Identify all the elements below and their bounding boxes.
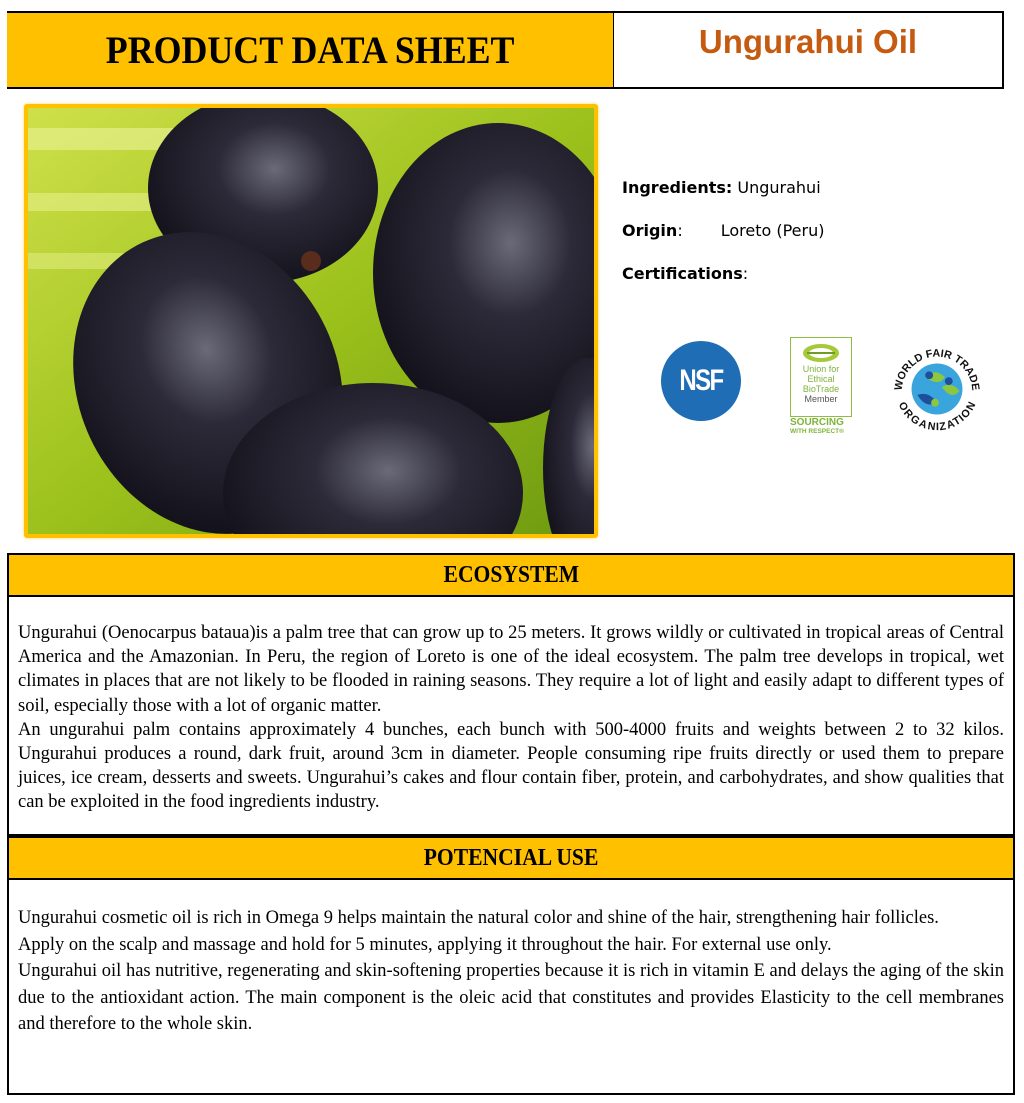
uebt-line-1: Union for — [802, 364, 840, 374]
uebt-logo-box — [790, 337, 852, 417]
product-photo — [24, 104, 598, 538]
ecosystem-paragraph-2: An ungurahui palm contains approximately 4 bunches, each bunch with 500-4000 fruits and weights between 2 to 32 kilos. Ungurahui produces a round, dark fruit, around 3cm in diameter. People consuming ripe fruits directly or used them to prepare juices, ice cream, desserts and sweets. Ungurahui’s cakes and flour contain fiber, protein, and carbohydrates, and show qualities that can be exploited in the food ingredients industry. — [18, 719, 1004, 813]
nsf-logo-text: NSF — [679, 364, 723, 397]
wfto-logo-icon — [888, 338, 986, 436]
ecosystem-body — [7, 597, 1015, 836]
potencial-use-paragraph-3: Ungurahui oil has nutritive, regenerating and skin-softening properties because it is rich in vitamin E and delays the aging of the skin due to the antioxidant action. The main component is the oleic acid that constitutes and provides Elasticity to the cell membranes and therefore to the whole skin. — [18, 961, 1004, 1034]
ecosystem-heading-bar — [7, 553, 1015, 597]
certifications-label: Certifications — [622, 264, 743, 283]
uebt-line-3: BioTrade — [802, 384, 840, 394]
title-bar — [7, 11, 1004, 89]
ingredients-label: Ingredients: — [622, 178, 733, 197]
ecosystem-paragraph-1: Ungurahui (Oenocarpus bataua)is a palm tree that can grow up to 25 meters. It grows wildly or cultivated in tropical areas of Central America and the Amazonian. In Peru, the region of Loreto is one of the ideal ecosystem. The palm tree develops in tropical, wet climates in places that are not likely to be flooded in raining seasons. They require a lot of light and easily adapt to different types of soil, especially those with a lot of organic matter. — [18, 623, 1004, 716]
product-name-cell — [614, 13, 1002, 87]
potencial-use-paragraph-1: Ungurahui cosmetic oil is rich in Omega 9 helps maintain the natural color and shine of the hair, strengthening hair follicles. — [18, 908, 939, 928]
origin-label: Origin — [622, 221, 678, 240]
product-name: Ungurahui Oil — [698, 23, 918, 60]
fruit-image-icon — [28, 108, 594, 534]
potencial-use-body — [7, 879, 1015, 1095]
ingredients-row — [622, 176, 824, 219]
wfto-emblem-icon — [888, 338, 986, 436]
potencial-use-paragraph-2: Apply on the scalp and massage and hold for 5 minutes, applying it throughout the hair. For external use only. — [18, 934, 832, 955]
svg-text:ORGANIZATION: ORGANIZATION — [895, 400, 979, 434]
ecosystem-heading: ECOSYSTEM — [443, 561, 579, 588]
potencial-use-heading-bar — [7, 836, 1015, 880]
origin-value: Loreto (Peru) — [720, 221, 825, 240]
certifications-colon: : — [742, 264, 749, 283]
origin-colon: : — [677, 221, 683, 240]
potencial-use-heading: POTENCIAL USE — [423, 844, 599, 871]
uebt-sourcing: SOURCING — [790, 417, 844, 428]
svg-text:WORLD FAIR TRADE: WORLD FAIR TRADE — [892, 347, 982, 392]
page-title: PRODUCT DATA SHEET — [105, 28, 515, 72]
ingredients-value: Ungurahui — [732, 178, 821, 197]
product-info — [622, 176, 824, 305]
uebt-emblem-icon — [801, 342, 841, 364]
certifications-row — [622, 262, 824, 305]
uebt-line-2: Ethical — [807, 374, 835, 384]
uebt-line-4: Member — [804, 394, 838, 404]
uebt-respect: WITH RESPECT® — [790, 428, 844, 435]
uebt-logo-icon — [790, 337, 858, 437]
origin-row — [622, 219, 824, 262]
nsf-logo-icon — [661, 341, 741, 421]
title-cell — [7, 13, 614, 87]
